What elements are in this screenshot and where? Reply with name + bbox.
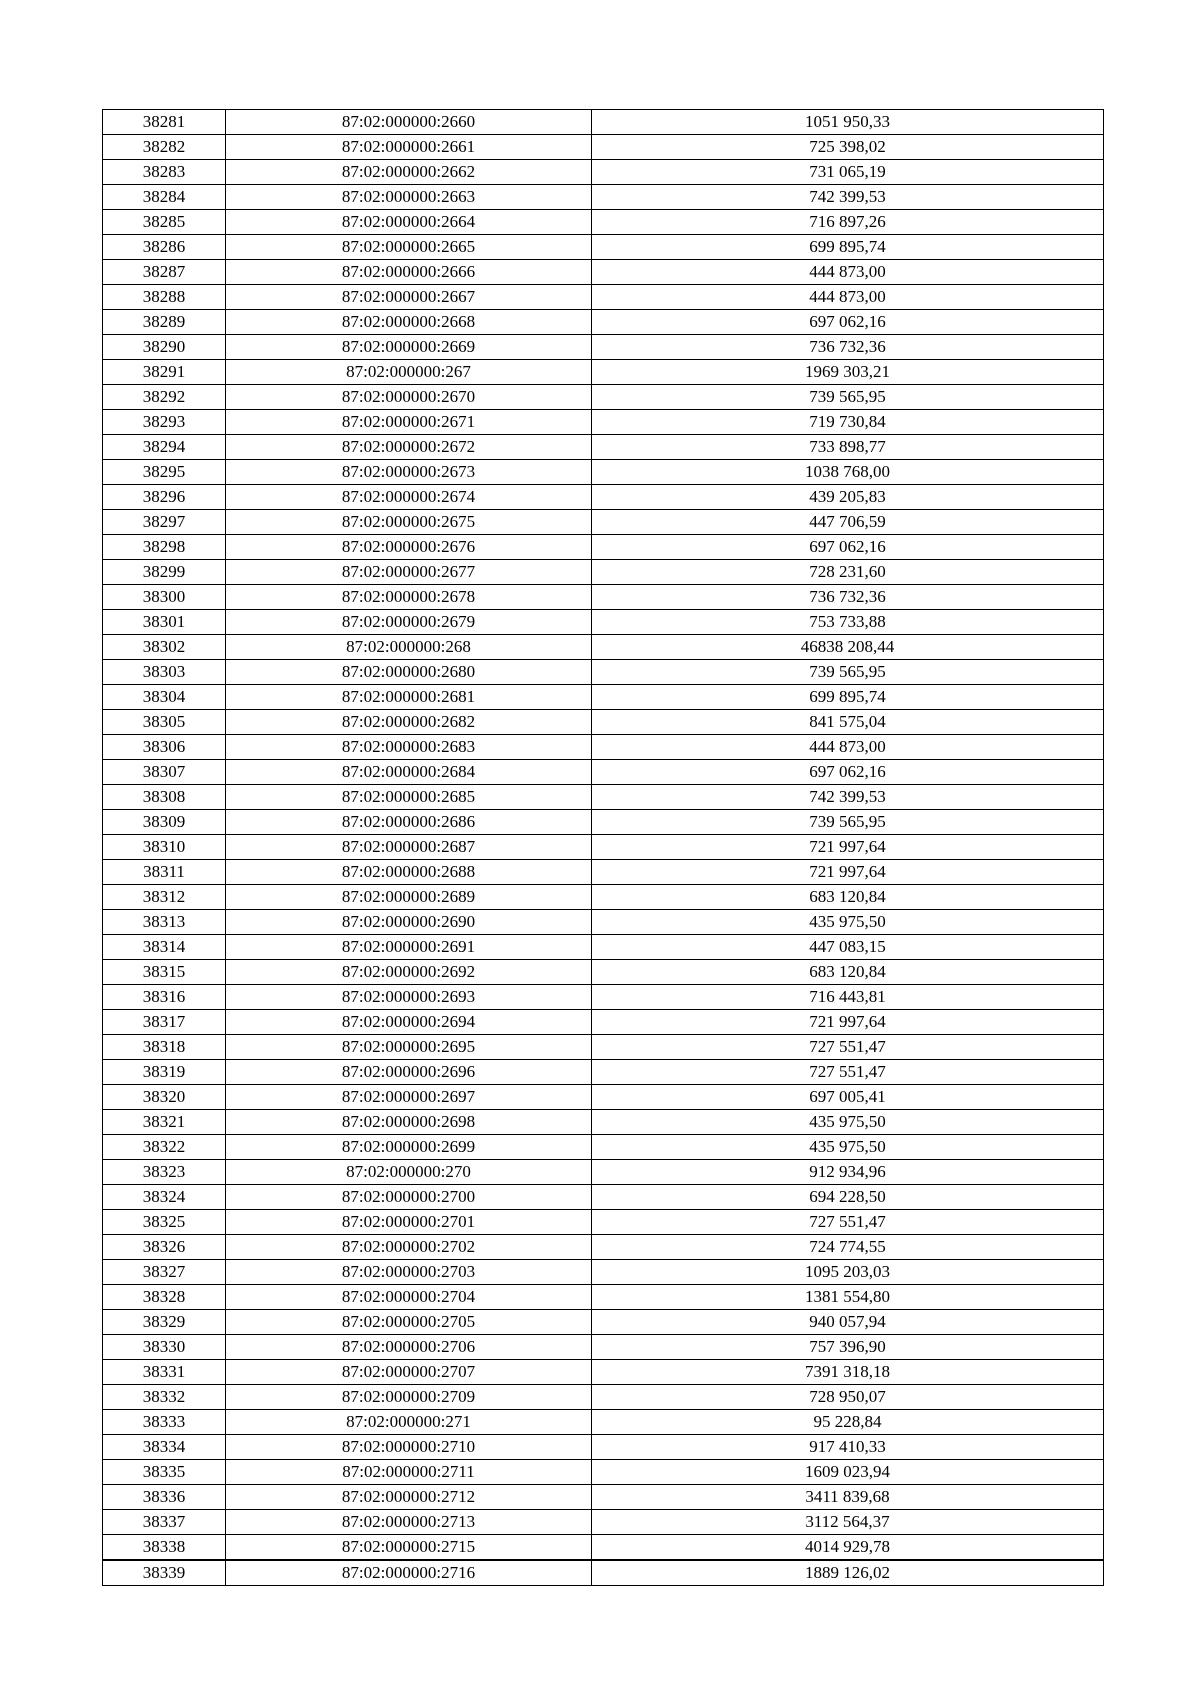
cadastral-value-cell: 724 774,55	[592, 1235, 1104, 1260]
cadastral-value-cell: 435 975,50	[592, 1135, 1104, 1160]
cadastral-number-cell: 87:02:000000:2665	[226, 235, 592, 260]
row-number-cell: 38289	[103, 310, 226, 335]
table-row	[103, 1160, 1104, 1185]
cadastral-number-cell: 87:02:000000:2690	[226, 910, 592, 935]
cadastral-number-cell: 87:02:000000:2693	[226, 985, 592, 1010]
cadastral-value-cell: 739 565,95	[592, 385, 1104, 410]
row-number-cell: 38312	[103, 885, 226, 910]
cadastral-value-cell: 1095 203,03	[592, 1260, 1104, 1285]
table-row	[103, 1410, 1104, 1435]
row-number-cell: 38291	[103, 360, 226, 385]
row-number-cell: 38287	[103, 260, 226, 285]
cadastral-number-cell: 87:02:000000:2671	[226, 410, 592, 435]
row-number-cell: 38309	[103, 810, 226, 835]
row-number-cell: 38293	[103, 410, 226, 435]
cadastral-number-cell: 87:02:000000:2704	[226, 1285, 592, 1310]
table-row	[103, 535, 1104, 560]
cadastral-number-cell: 87:02:000000:2683	[226, 735, 592, 760]
row-number-cell: 38292	[103, 385, 226, 410]
table-row	[103, 560, 1104, 585]
table-row	[103, 1560, 1104, 1586]
cadastral-value-cell: 1381 554,80	[592, 1285, 1104, 1310]
cadastral-number-cell: 87:02:000000:2661	[226, 135, 592, 160]
table-row	[103, 160, 1104, 185]
cadastral-value-cell: 716 897,26	[592, 210, 1104, 235]
row-number-cell: 38310	[103, 835, 226, 860]
cadastral-value-cell: 940 057,94	[592, 1310, 1104, 1335]
cadastral-number-cell: 87:02:000000:2710	[226, 1435, 592, 1460]
row-number-cell: 38301	[103, 610, 226, 635]
row-number-cell: 38323	[103, 1160, 226, 1185]
row-number-cell: 38321	[103, 1110, 226, 1135]
table-row	[103, 735, 1104, 760]
row-number-cell: 38286	[103, 235, 226, 260]
cadastral-value-cell: 46838 208,44	[592, 635, 1104, 660]
cadastral-value-cell: 444 873,00	[592, 285, 1104, 310]
table-row	[103, 935, 1104, 960]
cadastral-number-cell: 87:02:000000:2713	[226, 1510, 592, 1535]
table-row	[103, 1135, 1104, 1160]
table-row	[103, 1185, 1104, 1210]
table-row	[103, 860, 1104, 885]
table-row	[103, 1335, 1104, 1360]
row-number-cell: 38281	[103, 110, 226, 135]
table-row	[103, 385, 1104, 410]
table-row	[103, 810, 1104, 835]
cadastral-number-cell: 87:02:000000:2701	[226, 1210, 592, 1235]
row-number-cell: 38295	[103, 460, 226, 485]
cadastral-value-cell: 739 565,95	[592, 660, 1104, 685]
cadastral-number-cell: 87:02:000000:2669	[226, 335, 592, 360]
cadastral-value-cell: 739 565,95	[592, 810, 1104, 835]
cadastral-number-cell: 87:02:000000:2697	[226, 1085, 592, 1110]
cadastral-number-cell: 87:02:000000:2692	[226, 960, 592, 985]
cadastral-number-cell: 87:02:000000:2696	[226, 1060, 592, 1085]
cadastral-value-cell: 447 083,15	[592, 935, 1104, 960]
row-number-cell: 38332	[103, 1385, 226, 1410]
row-number-cell: 38331	[103, 1360, 226, 1385]
cadastral-value-cell: 7391 318,18	[592, 1360, 1104, 1385]
table-row	[103, 1460, 1104, 1485]
cadastral-number-cell: 87:02:000000:2679	[226, 610, 592, 635]
cadastral-number-cell: 87:02:000000:2686	[226, 810, 592, 835]
table-row	[103, 1210, 1104, 1235]
cadastral-value-cell: 444 873,00	[592, 735, 1104, 760]
cadastral-number-cell: 87:02:000000:2698	[226, 1110, 592, 1135]
row-number-cell: 38326	[103, 1235, 226, 1260]
cadastral-value-cell: 753 733,88	[592, 610, 1104, 635]
row-number-cell: 38319	[103, 1060, 226, 1085]
cadastral-value-cell: 4014 929,78	[592, 1535, 1104, 1561]
cadastral-number-cell: 87:02:000000:2712	[226, 1485, 592, 1510]
cadastral-value-cell: 439 205,83	[592, 485, 1104, 510]
cadastral-number-cell: 87:02:000000:2676	[226, 535, 592, 560]
cadastral-number-cell: 87:02:000000:2700	[226, 1185, 592, 1210]
cadastral-value-cell: 697 062,16	[592, 310, 1104, 335]
table-row	[103, 410, 1104, 435]
table-row	[103, 585, 1104, 610]
cadastral-value-cell: 697 062,16	[592, 535, 1104, 560]
cadastral-value-cell: 95 228,84	[592, 1410, 1104, 1435]
table-row	[103, 360, 1104, 385]
cadastral-number-cell: 87:02:000000:2677	[226, 560, 592, 585]
row-number-cell: 38339	[103, 1560, 226, 1586]
cadastral-value-cell: 917 410,33	[592, 1435, 1104, 1460]
row-number-cell: 38317	[103, 1010, 226, 1035]
table-row	[103, 310, 1104, 335]
row-number-cell: 38294	[103, 435, 226, 460]
table-row	[103, 235, 1104, 260]
table-row	[103, 1035, 1104, 1060]
table-row	[103, 260, 1104, 285]
table-row	[103, 785, 1104, 810]
cadastral-number-cell: 87:02:000000:2699	[226, 1135, 592, 1160]
cadastral-value-cell: 3112 564,37	[592, 1510, 1104, 1535]
cadastral-value-cell: 1889 126,02	[592, 1560, 1104, 1586]
row-number-cell: 38311	[103, 860, 226, 885]
cadastral-number-cell: 87:02:000000:2685	[226, 785, 592, 810]
row-number-cell: 38299	[103, 560, 226, 585]
cadastral-number-cell: 87:02:000000:2715	[226, 1535, 592, 1561]
table-body	[103, 110, 1104, 1586]
table-row	[103, 1385, 1104, 1410]
row-number-cell: 38315	[103, 960, 226, 985]
row-number-cell: 38290	[103, 335, 226, 360]
row-number-cell: 38338	[103, 1535, 226, 1561]
table-row	[103, 1110, 1104, 1135]
row-number-cell: 38305	[103, 710, 226, 735]
table-row	[103, 1285, 1104, 1310]
cadastral-number-cell: 87:02:000000:2670	[226, 385, 592, 410]
row-number-cell: 38308	[103, 785, 226, 810]
table-row	[103, 1260, 1104, 1285]
table-row	[103, 985, 1104, 1010]
cadastral-number-cell: 87:02:000000:2672	[226, 435, 592, 460]
cadastral-value-cell: 1051 950,33	[592, 110, 1104, 135]
cadastral-value-cell: 435 975,50	[592, 910, 1104, 935]
cadastral-number-cell: 87:02:000000:268	[226, 635, 592, 660]
cadastral-value-cell: 725 398,02	[592, 135, 1104, 160]
cadastral-number-cell: 87:02:000000:2705	[226, 1310, 592, 1335]
cadastral-number-cell: 87:02:000000:2688	[226, 860, 592, 885]
table-row	[103, 835, 1104, 860]
cadastral-value-cell: 733 898,77	[592, 435, 1104, 460]
row-number-cell: 38335	[103, 1460, 226, 1485]
row-number-cell: 38336	[103, 1485, 226, 1510]
row-number-cell: 38302	[103, 635, 226, 660]
table-row	[103, 435, 1104, 460]
cadastral-value-cell: 683 120,84	[592, 960, 1104, 985]
row-number-cell: 38324	[103, 1185, 226, 1210]
cadastral-number-cell: 87:02:000000:2691	[226, 935, 592, 960]
cadastral-number-cell: 87:02:000000:2668	[226, 310, 592, 335]
cadastral-number-cell: 87:02:000000:2667	[226, 285, 592, 310]
cadastral-value-cell: 719 730,84	[592, 410, 1104, 435]
row-number-cell: 38337	[103, 1510, 226, 1535]
row-number-cell: 38329	[103, 1310, 226, 1335]
cadastral-value-cell: 721 997,64	[592, 860, 1104, 885]
cadastral-number-cell: 87:02:000000:2664	[226, 210, 592, 235]
table-row	[103, 910, 1104, 935]
cadastral-value-cell: 447 706,59	[592, 510, 1104, 535]
cadastral-value-cell: 728 950,07	[592, 1385, 1104, 1410]
table-row	[103, 510, 1104, 535]
cadastral-number-cell: 87:02:000000:2681	[226, 685, 592, 710]
table-row	[103, 185, 1104, 210]
cadastral-value-cell: 912 934,96	[592, 1160, 1104, 1185]
table-row	[103, 285, 1104, 310]
row-number-cell: 38284	[103, 185, 226, 210]
row-number-cell: 38307	[103, 760, 226, 785]
row-number-cell: 38303	[103, 660, 226, 685]
table-row	[103, 1085, 1104, 1110]
cadastral-value-cell: 841 575,04	[592, 710, 1104, 735]
cadastral-value-cell: 1609 023,94	[592, 1460, 1104, 1485]
row-number-cell: 38327	[103, 1260, 226, 1285]
row-number-cell: 38322	[103, 1135, 226, 1160]
cadastral-value-cell: 697 005,41	[592, 1085, 1104, 1110]
cadastral-number-cell: 87:02:000000:2666	[226, 260, 592, 285]
table-row	[103, 1360, 1104, 1385]
row-number-cell: 38298	[103, 535, 226, 560]
row-number-cell: 38296	[103, 485, 226, 510]
cadastral-value-cell: 757 396,90	[592, 1335, 1104, 1360]
table-row	[103, 1535, 1104, 1561]
cadastral-number-cell: 87:02:000000:2689	[226, 885, 592, 910]
cadastral-number-cell: 87:02:000000:2706	[226, 1335, 592, 1360]
table-row	[103, 1010, 1104, 1035]
table-row	[103, 1235, 1104, 1260]
row-number-cell: 38325	[103, 1210, 226, 1235]
cadastral-number-cell: 87:02:000000:2662	[226, 160, 592, 185]
cadastral-value-cell: 697 062,16	[592, 760, 1104, 785]
cadastral-value-cell: 736 732,36	[592, 335, 1104, 360]
cadastral-value-cell: 716 443,81	[592, 985, 1104, 1010]
table-row	[103, 110, 1104, 135]
cadastral-value-cell: 742 399,53	[592, 785, 1104, 810]
cadastral-value-cell: 683 120,84	[592, 885, 1104, 910]
cadastral-number-cell: 87:02:000000:267	[226, 360, 592, 385]
table-row	[103, 335, 1104, 360]
cadastral-value-cell: 444 873,00	[592, 260, 1104, 285]
cadastral-number-cell: 87:02:000000:2663	[226, 185, 592, 210]
row-number-cell: 38333	[103, 1410, 226, 1435]
cadastral-number-cell: 87:02:000000:2716	[226, 1560, 592, 1586]
cadastral-number-cell: 87:02:000000:2695	[226, 1035, 592, 1060]
cadastral-number-cell: 87:02:000000:2684	[226, 760, 592, 785]
row-number-cell: 38316	[103, 985, 226, 1010]
table-row	[103, 660, 1104, 685]
cadastral-number-cell: 87:02:000000:2660	[226, 110, 592, 135]
row-number-cell: 38297	[103, 510, 226, 535]
cadastral-value-cell: 727 551,47	[592, 1035, 1104, 1060]
cadastral-value-cell: 1038 768,00	[592, 460, 1104, 485]
cadastral-number-cell: 87:02:000000:2673	[226, 460, 592, 485]
cadastral-value-cell: 728 231,60	[592, 560, 1104, 585]
row-number-cell: 38306	[103, 735, 226, 760]
table-row	[103, 1060, 1104, 1085]
row-number-cell: 38330	[103, 1335, 226, 1360]
cadastral-value-cell: 731 065,19	[592, 160, 1104, 185]
cadastral-number-cell: 87:02:000000:2707	[226, 1360, 592, 1385]
row-number-cell: 38320	[103, 1085, 226, 1110]
row-number-cell: 38300	[103, 585, 226, 610]
cadastral-number-cell: 87:02:000000:2680	[226, 660, 592, 685]
cadastral-value-cell: 736 732,36	[592, 585, 1104, 610]
cadastral-number-cell: 87:02:000000:2694	[226, 1010, 592, 1035]
table-row	[103, 710, 1104, 735]
cadastral-value-cell: 721 997,64	[592, 1010, 1104, 1035]
cadastral-number-cell: 87:02:000000:2678	[226, 585, 592, 610]
table-row	[103, 1435, 1104, 1460]
cadastral-number-cell: 87:02:000000:2687	[226, 835, 592, 860]
cadastral-number-cell: 87:02:000000:2675	[226, 510, 592, 535]
table-row	[103, 885, 1104, 910]
cadastral-number-cell: 87:02:000000:2702	[226, 1235, 592, 1260]
row-number-cell: 38283	[103, 160, 226, 185]
row-number-cell: 38328	[103, 1285, 226, 1310]
cadastral-value-cell: 694 228,50	[592, 1185, 1104, 1210]
cadastral-number-cell: 87:02:000000:2682	[226, 710, 592, 735]
cadastral-number-cell: 87:02:000000:271	[226, 1410, 592, 1435]
row-number-cell: 38304	[103, 685, 226, 710]
cadastral-value-cell: 3411 839,68	[592, 1485, 1104, 1510]
row-number-cell: 38318	[103, 1035, 226, 1060]
cadastral-number-cell: 87:02:000000:2674	[226, 485, 592, 510]
table-row	[103, 485, 1104, 510]
table-row	[103, 210, 1104, 235]
row-number-cell: 38282	[103, 135, 226, 160]
cadastral-value-cell: 435 975,50	[592, 1110, 1104, 1135]
table-row	[103, 685, 1104, 710]
cadastral-value-cell: 1969 303,21	[592, 360, 1104, 385]
cadastral-value-cell: 721 997,64	[592, 835, 1104, 860]
table-row	[103, 960, 1104, 985]
cadastral-value-cell: 699 895,74	[592, 685, 1104, 710]
cadastral-value-cell: 727 551,47	[592, 1060, 1104, 1085]
row-number-cell: 38313	[103, 910, 226, 935]
table-row	[103, 610, 1104, 635]
row-number-cell: 38334	[103, 1435, 226, 1460]
row-number-cell: 38288	[103, 285, 226, 310]
table-row	[103, 1485, 1104, 1510]
table-row	[103, 1310, 1104, 1335]
table-row	[103, 460, 1104, 485]
cadastral-value-cell: 727 551,47	[592, 1210, 1104, 1235]
row-number-cell: 38285	[103, 210, 226, 235]
cadastral-value-cell: 699 895,74	[592, 235, 1104, 260]
table-row	[103, 760, 1104, 785]
table-row	[103, 635, 1104, 660]
cadastral-number-cell: 87:02:000000:2703	[226, 1260, 592, 1285]
cadastral-number-cell: 87:02:000000:2711	[226, 1460, 592, 1485]
cadastral-value-cell: 742 399,53	[592, 185, 1104, 210]
table-row	[103, 135, 1104, 160]
cadastral-value-table	[102, 109, 1104, 1586]
row-number-cell: 38314	[103, 935, 226, 960]
cadastral-number-cell: 87:02:000000:2709	[226, 1385, 592, 1410]
cadastral-number-cell: 87:02:000000:270	[226, 1160, 592, 1185]
table-row	[103, 1510, 1104, 1535]
